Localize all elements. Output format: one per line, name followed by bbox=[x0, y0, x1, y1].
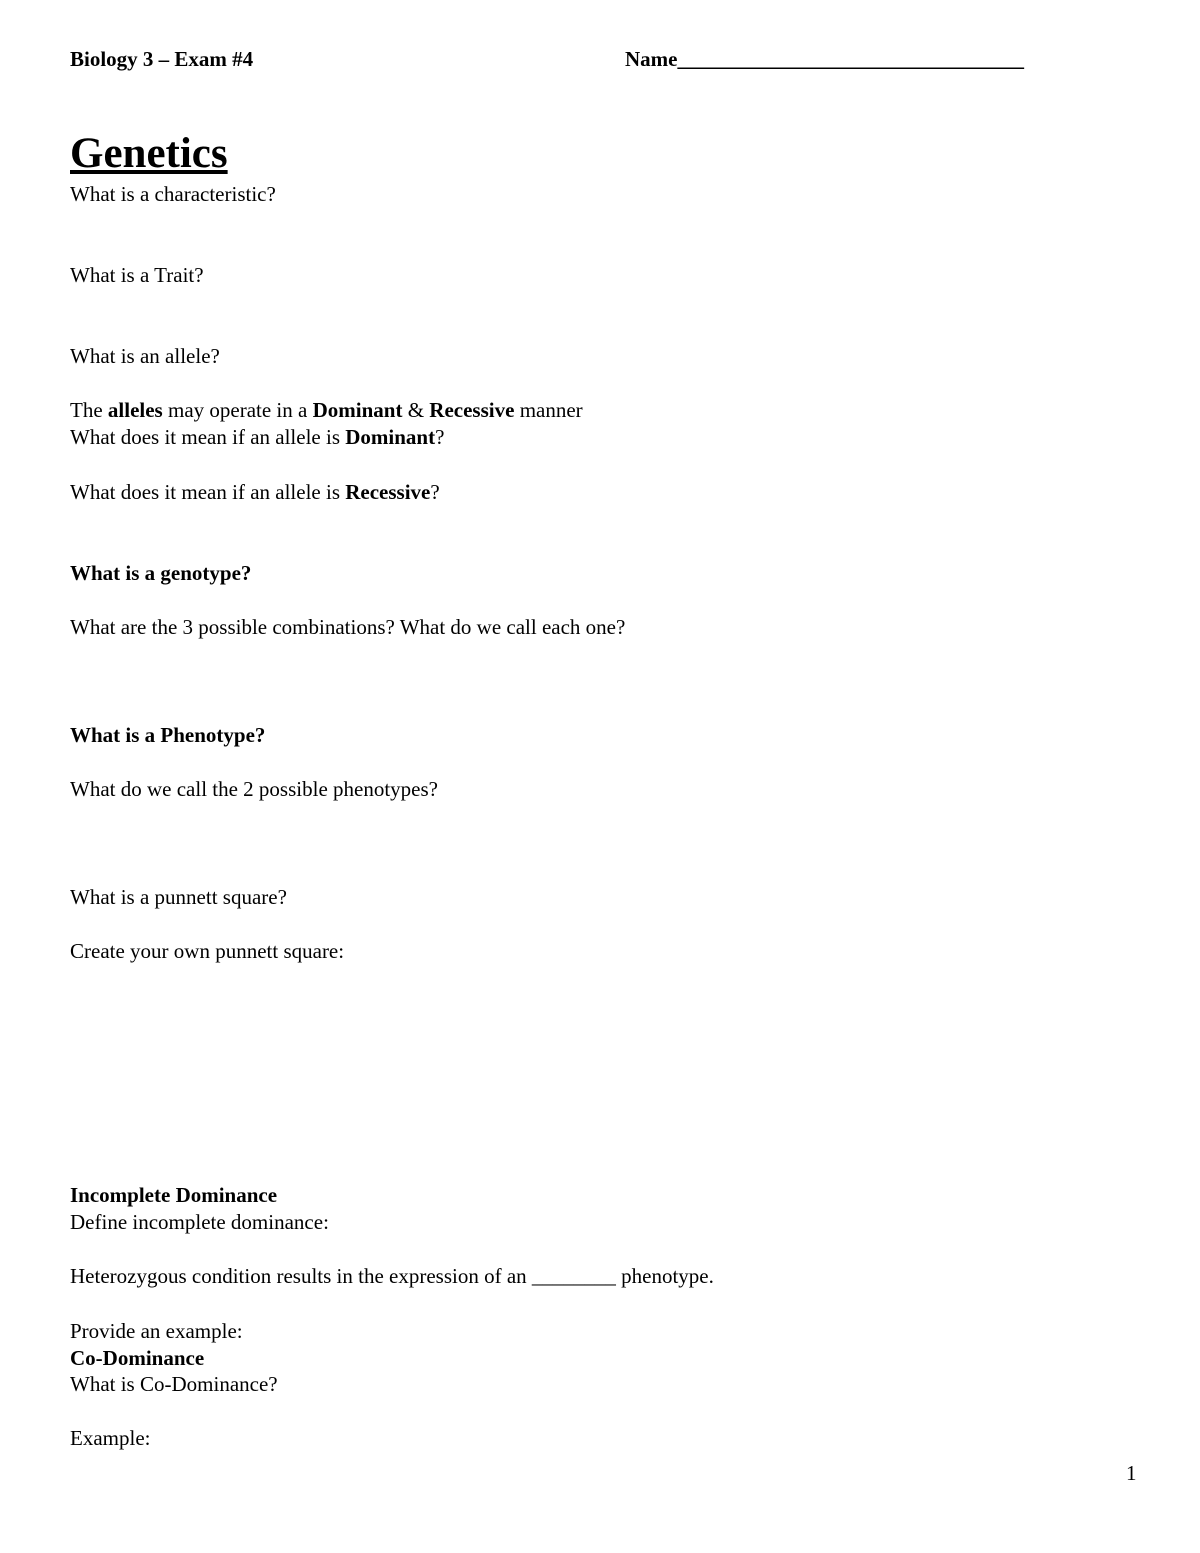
alleles-intro-text-4: manner bbox=[514, 398, 583, 422]
course-title: Biology 3 – Exam #4 bbox=[70, 47, 254, 71]
name-field-label: Name_________________________________ bbox=[625, 47, 1024, 71]
question-co-dominance: What is Co-Dominance? bbox=[70, 1372, 278, 1396]
question-characteristic: What is a characteristic? bbox=[70, 182, 276, 206]
alleles-intro-text-2: may operate in a bbox=[162, 398, 313, 422]
alleles-term: alleles bbox=[107, 398, 163, 422]
question-genotype: What is a genotype? bbox=[70, 561, 252, 585]
alleles-intro-text-1: The bbox=[70, 398, 108, 422]
question-recessive-end: ? bbox=[430, 480, 440, 504]
question-co-dominance-example: Example: bbox=[70, 1426, 151, 1450]
question-dominant bbox=[70, 424, 444, 450]
question-recessive-term: Recessive bbox=[345, 480, 431, 504]
question-dominant-term: Dominant bbox=[345, 425, 436, 449]
recessive-term: Recessive bbox=[429, 398, 515, 422]
page-number: 1 bbox=[1126, 1461, 1137, 1485]
question-combinations: What are the 3 possible combinations? What do we call each one? bbox=[70, 615, 626, 639]
question-punnett: What is a punnett square? bbox=[70, 885, 287, 909]
alleles-intro bbox=[70, 397, 583, 423]
question-allele: What is an allele? bbox=[70, 344, 220, 368]
question-create-punnett: Create your own punnett square: bbox=[70, 939, 345, 963]
question-recessive-text: What does it mean if an allele is bbox=[70, 480, 346, 504]
alleles-intro-text-3: & bbox=[402, 398, 430, 422]
question-recessive bbox=[70, 479, 440, 505]
page-title: Genetics bbox=[70, 130, 228, 177]
question-trait: What is a Trait? bbox=[70, 263, 204, 287]
question-incomplete-example: Provide an example: bbox=[70, 1319, 243, 1343]
question-two-phenotypes: What do we call the 2 possible phenotypes? bbox=[70, 777, 438, 801]
dominant-term: Dominant bbox=[312, 398, 403, 422]
question-dominant-end: ? bbox=[435, 425, 445, 449]
co-dominance-heading: Co-Dominance bbox=[70, 1346, 205, 1370]
question-dominant-text: What does it mean if an allele is bbox=[70, 425, 346, 449]
incomplete-dominance-heading: Incomplete Dominance bbox=[70, 1183, 278, 1207]
question-define-incomplete: Define incomplete dominance: bbox=[70, 1210, 329, 1234]
question-heterozygous: Heterozygous condition results in the expression of an ________ phenotype. bbox=[70, 1264, 714, 1288]
question-phenotype: What is a Phenotype? bbox=[70, 723, 266, 747]
